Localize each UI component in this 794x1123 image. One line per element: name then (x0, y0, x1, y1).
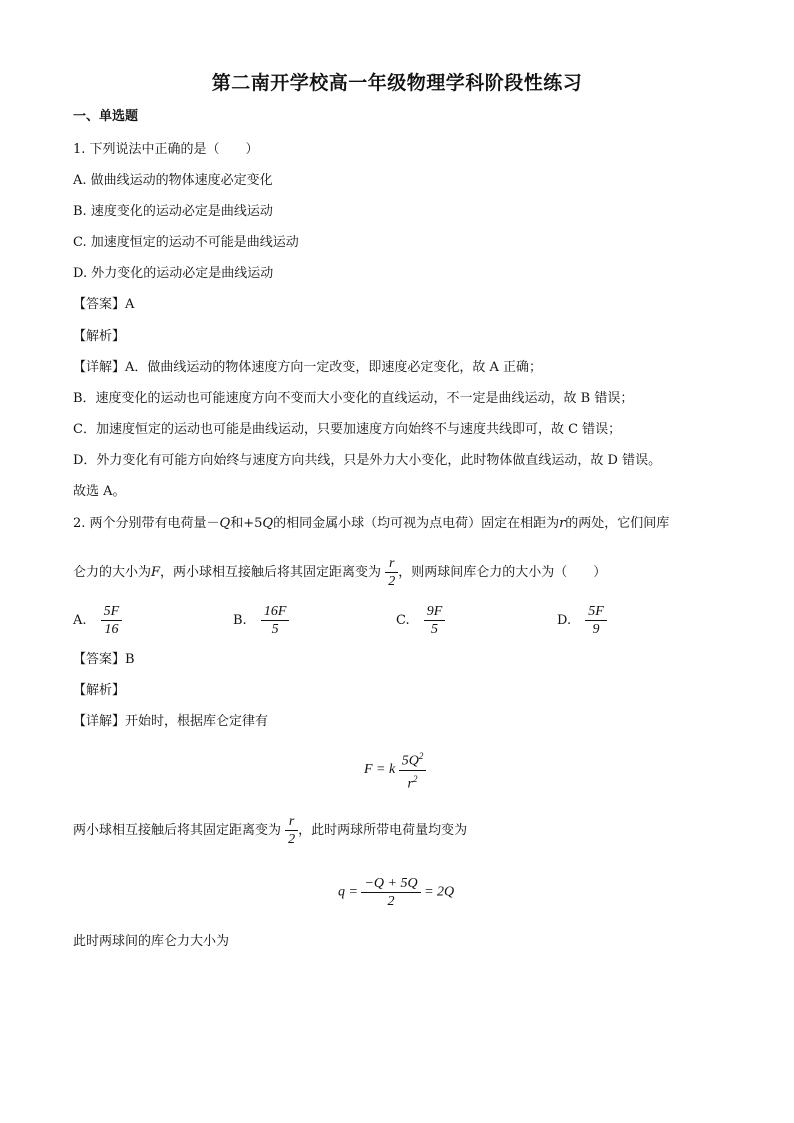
q2-stem-line1 (73, 515, 669, 533)
q1-option-d: D. 外力变化的运动必定是曲线运动 (73, 266, 274, 281)
q2-detail: 【详解】开始时，根据库仑定律有 (73, 714, 269, 729)
touch-text: 两小球相互接触后将其固定距离变为 (73, 823, 282, 838)
fraction-numerator: 5F (585, 603, 607, 621)
q1-conclusion: 故选 A。 (73, 484, 126, 499)
q2-stem-text: 的两处，它们间库 (565, 516, 670, 531)
fraction-denominator: 2 (388, 574, 396, 589)
equation-rhs: = 2Q (424, 884, 455, 900)
option-fraction (261, 603, 290, 638)
page-title: 第二南开学校高一年级物理学科阶段性练习 (211, 72, 583, 94)
option-label: C. (396, 613, 410, 628)
fraction-numerator: r (385, 555, 398, 573)
touch-text: ，此时两球所带电荷量均变为 (298, 823, 468, 838)
q2-stem-line2 (73, 554, 606, 592)
fraction-numerator: 9F (424, 603, 446, 621)
equation-fraction (399, 748, 427, 792)
equation-fraction (361, 875, 420, 910)
q1-detail: 【详解】A．做曲线运动的物体速度方向一定改变，即速度必定变化，故 A 正确； (73, 360, 543, 375)
fraction-numerator (399, 748, 427, 771)
fraction-r-over-2 (385, 555, 398, 590)
q2-option-c (396, 603, 445, 638)
option-fraction (585, 603, 607, 638)
q2-analysis: 【解析】 (73, 683, 126, 698)
charge-symbol: Q (219, 516, 231, 531)
option-fraction (101, 603, 123, 638)
exponent: 2 (413, 773, 418, 784)
fraction-denominator: 2 (288, 832, 296, 847)
q1-analysis: 【解析】 (73, 329, 126, 344)
charge-equation (338, 875, 454, 910)
fraction-numerator: 16F (261, 603, 290, 621)
option-label: A. (73, 613, 87, 628)
q1-option-b: B. 速度变化的运动必定是曲线运动 (73, 204, 273, 219)
numerator-text: 5Q (401, 753, 419, 769)
fraction-numerator: r (285, 813, 298, 831)
q2-force-text: 此时两球间的库仑力大小为 (73, 934, 230, 949)
q2-touch-line (73, 812, 467, 850)
fraction-r-over-2 (285, 813, 298, 848)
force-symbol: F (151, 565, 161, 580)
q1-option-a: A. 做曲线运动的物体速度必定变化 (73, 173, 273, 188)
exponent: 2 (418, 751, 424, 761)
q2-option-b (233, 603, 289, 638)
coulomb-equation (364, 748, 426, 792)
option-label: D. (557, 613, 572, 628)
q1-option-c: C. 加速度恒定的运动不可能是曲线运动 (73, 235, 299, 250)
q2-option-d (557, 603, 607, 638)
q1-c-explanation: C．加速度恒定的运动也可能是曲线运动，只要加速度方向始终不与速度共线即可，故 C 错误； (73, 422, 622, 437)
fraction-denominator (399, 771, 427, 793)
q1-answer: 【答案】A (73, 297, 135, 312)
fraction-denominator: 5 (271, 622, 279, 637)
q2-stem-text: 和+5 (230, 516, 263, 531)
q2-stem-text: ，则两球间库仑力的大小为（ ） (398, 565, 607, 580)
q2-answer: 【答案】B (73, 652, 135, 667)
q2-stem-text: 的相同金属小球（均可视为点电荷）固定在相距为 (273, 516, 560, 531)
equation-lhs: F = k (364, 762, 396, 778)
fraction-numerator: −Q + 5Q (361, 875, 420, 893)
q1-d-explanation: D．外力变化有可能方向始终与速度方向共线，只是外力大小变化，此时物体做直线运动，故 D 错误。 (73, 453, 662, 468)
fraction-denominator: 5 (431, 622, 439, 637)
section-heading: 一、单选题 (73, 109, 139, 124)
fraction-denominator: 16 (104, 622, 119, 637)
q2-stem-text: 2. 两个分别带有电荷量－ (73, 516, 220, 531)
distance-symbol: r (559, 516, 566, 531)
q2-stem-text: 仑力的大小为 (73, 565, 152, 580)
q1-stem: 1. 下列说法中正确的是（ ） (73, 142, 259, 157)
option-label: B. (233, 613, 247, 628)
q2-option-a (73, 603, 122, 638)
denominator-text: r (407, 776, 413, 792)
fraction-denominator: 2 (387, 894, 395, 909)
q2-stem-text: ，两小球相互接触后将其固定距离变为 (160, 565, 382, 580)
charge-symbol: Q (262, 516, 274, 531)
option-fraction (424, 603, 446, 638)
equation-lhs: q = (338, 884, 358, 900)
q1-b-explanation: B．速度变化的运动也可能速度方向不变而大小变化的直线运动，不一定是曲线运动，故 B 错误； (73, 391, 634, 406)
fraction-denominator: 9 (592, 622, 600, 637)
fraction-numerator: 5F (101, 603, 123, 621)
